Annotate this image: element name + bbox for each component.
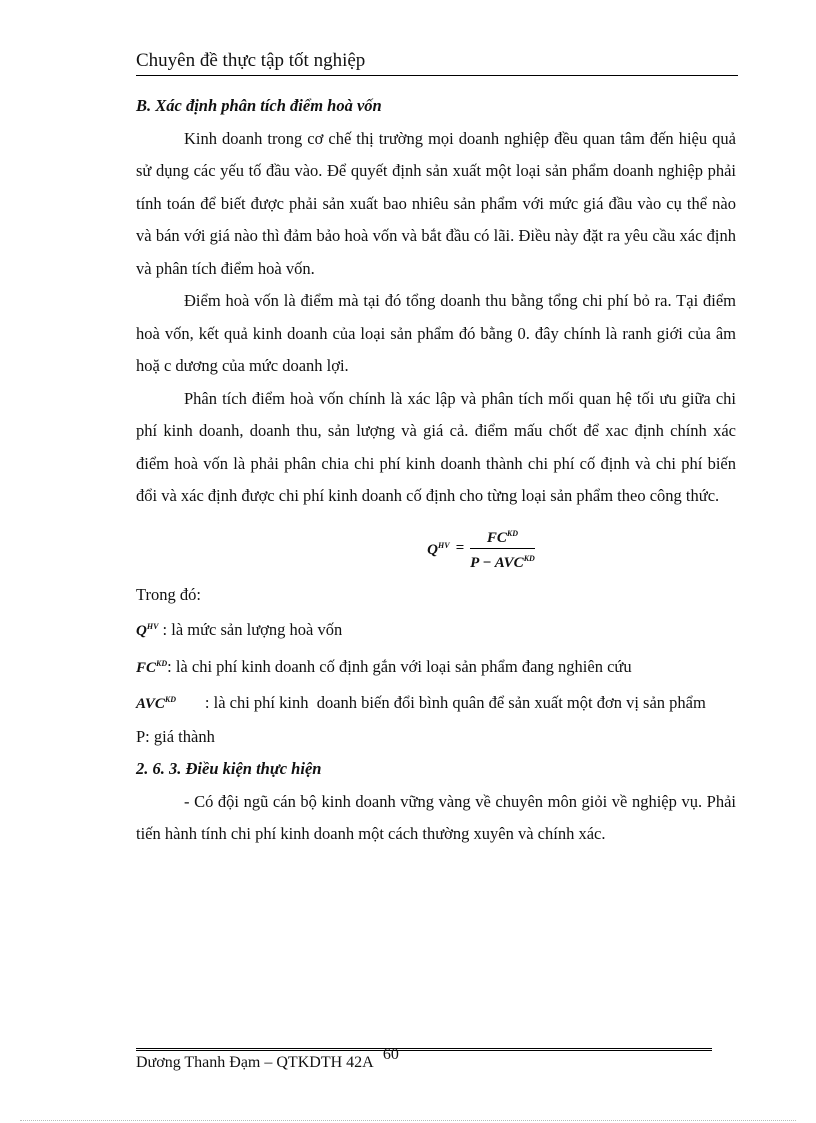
section-263-heading: 2. 6. 3. Điều kiện thực hiện: [136, 759, 322, 778]
document-body: [136, 90, 736, 851]
where-label: Trong đó:: [136, 584, 201, 604]
paragraph-1: Kinh doanh trong cơ chế thị trường mọi doanh nghiệp đều quan tâm đến hiệu quả sử dụng các yếu tố đầu vào. Để quyết định sản xuất một loại sản phẩm doanh nghiệp phải tính toán để biết được phải sản xuất bao nhiêu sản phẩm với mức giá đầu vào cụ thể nào và bán với giá nào thì đảm bảo hoà vốn và bắt đầu có lãi. Điều này đặt ra yêu cầu xác định và phân tích điểm hoà vốn.: [136, 128, 736, 278]
page-footer: [136, 1046, 399, 1075]
breakeven-formula: [226, 525, 736, 573]
header-title: Chuyên đề thực tập tốt nghiệp: [136, 50, 366, 71]
paragraph-4: - Có đội ngũ cán bộ kinh doanh vững vàng về chuyên môn giỏi về nghiệp vụ. Phải tiến hành tính chi phí kinh doanh một cách thường xuyên và chính xác.: [136, 791, 736, 843]
paragraph-2: Điểm hoà vốn là điểm mà tại đó tổng doanh thu bằng tổng chi phí bỏ ra. Tại điểm hoà vốn, kết quả kinh doanh của loại sản phẩm đó bằng 0. đây chính là ranh giới của âm hoặ c dương của mức doanh lợi.: [136, 291, 736, 375]
paragraph-3: Phân tích điểm hoà vốn chính là xác lập và phân tích mối quan hệ tối ưu giữa chi phí kinh doanh, doanh thu, sản lượng và giá cả. điểm mấu chốt để xac định chính xác điểm hoà vốn là phải phân chia chi phí kinh doanh thành chi phí cố định và chi phí biến đổi và xác định được chi phí kinh doanh cố định cho từng loại sản phẩm theo công thức.: [136, 388, 736, 505]
formula-lhs: $Q^{HV}$: [427, 541, 450, 559]
page-edge-divider: [20, 1120, 796, 1121]
page-number: 60: [382, 1046, 399, 1063]
definition-avc: $AVC^{KD}$ : là chi phí kinh doanh biến đổi bình quân để sản xuất một đơn vị sản phẩm: [136, 693, 706, 712]
formula-numerator: $FC^{KD}$: [486, 529, 519, 546]
section-b-heading: B. Xác định phân tích điểm hoà vốn: [136, 96, 382, 115]
footer-author: Dương Thanh Đạm – QTKDTH 42A: [136, 1054, 373, 1071]
definition-fc: $FC^{KD}$: là chi phí kinh doanh cố định gắn với loại sản phẩm đang nghiên cứu: [136, 656, 632, 676]
formula-fraction: [470, 524, 535, 573]
formula-equals: =: [455, 540, 465, 557]
page-header: [136, 48, 738, 76]
definition-p: P: giá thành: [136, 726, 215, 746]
formula-denominator: $P - AVC^{KD}$: [470, 554, 535, 571]
definition-q: $Q^{HV}$ : là mức sản lượng hoà vốn: [136, 620, 343, 639]
